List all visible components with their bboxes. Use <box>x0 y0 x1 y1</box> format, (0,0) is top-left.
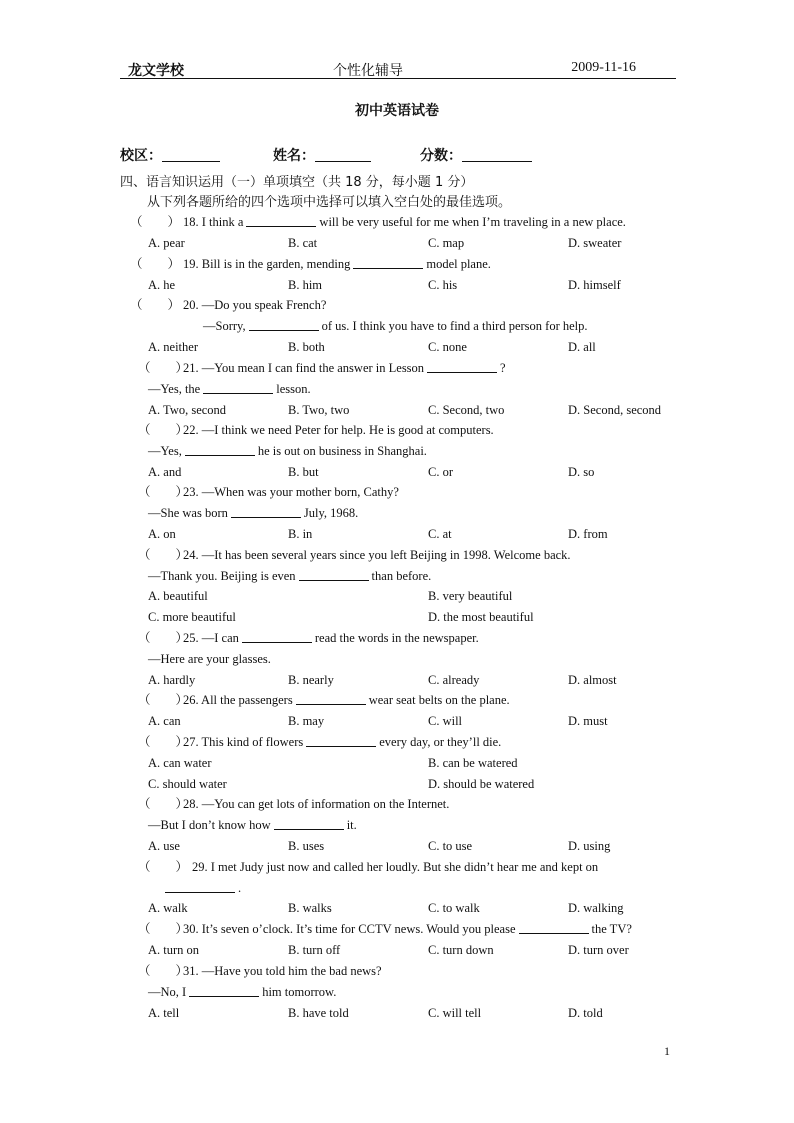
name-label: 姓名： <box>273 148 315 164</box>
option-b[interactable]: B. turn off <box>288 943 341 957</box>
score-field <box>420 145 532 165</box>
question-stem <box>183 547 571 563</box>
question-text: wear seat belts on the plane. <box>368 693 510 707</box>
header-rule <box>120 78 676 79</box>
option-b[interactable]: B. very beautiful <box>428 589 513 603</box>
score-blank <box>462 147 532 162</box>
option-c[interactable]: C. turn down <box>428 943 494 957</box>
option-b[interactable]: B. Two, two <box>288 403 350 417</box>
question-text: 21. —You mean I can find the answer in Lesson <box>183 361 425 375</box>
question-line-2 <box>148 381 311 397</box>
answer-blank <box>203 381 273 394</box>
question-text: 25. —I can <box>183 631 239 645</box>
answer-blank <box>249 318 319 331</box>
option-b[interactable]: B. cat <box>288 236 318 250</box>
answer-paren[interactable]: （ ） <box>130 257 181 271</box>
answer-paren[interactable]: （ ） <box>130 215 181 229</box>
option-a[interactable]: A. use <box>148 839 180 853</box>
name-field <box>273 145 371 165</box>
option-d[interactable]: D. sweater <box>568 236 622 250</box>
question-line-2 <box>148 443 427 459</box>
answer-paren[interactable]: （ ） <box>130 298 181 312</box>
question-text: than before. <box>371 569 432 583</box>
option-a[interactable]: A. Two, second <box>148 403 227 417</box>
question-stem <box>183 297 326 313</box>
question-stem <box>192 859 598 875</box>
answer-blank <box>231 505 301 518</box>
question-stem <box>183 796 449 812</box>
question-line-2 <box>162 880 241 896</box>
option-d[interactable]: D. should be watered <box>428 777 535 791</box>
option-d[interactable]: D. himself <box>568 278 621 292</box>
option-b[interactable]: B. walks <box>288 901 332 915</box>
option-b[interactable]: B. have told <box>288 1006 349 1020</box>
option-c[interactable]: C. his <box>428 278 458 292</box>
answer-blank <box>299 568 369 581</box>
header-date: 2009-11-16 <box>571 60 636 75</box>
option-c[interactable]: C. will tell <box>428 1006 482 1020</box>
answer-paren[interactable]: （ ） <box>138 693 189 707</box>
question-stem <box>183 963 382 979</box>
answer-paren[interactable]: （ ） <box>138 860 189 874</box>
option-a[interactable]: A. tell <box>148 1006 180 1020</box>
option-c[interactable]: C. more beautiful <box>148 610 236 624</box>
question-text: —Yes, <box>148 444 182 458</box>
option-b[interactable]: B. him <box>288 278 323 292</box>
question-text: read the words in the newspaper. <box>314 631 479 645</box>
question-text: ? <box>500 361 506 375</box>
option-d[interactable]: D. the most beautiful <box>428 610 534 624</box>
question-text: 23. —When was your mother born, Cathy? <box>183 485 399 499</box>
question-line-2 <box>148 568 431 584</box>
answer-paren[interactable]: （ ） <box>138 485 189 499</box>
question-text: 28. —You can get lots of information on the Internet. <box>183 797 450 811</box>
answer-paren[interactable]: （ ） <box>138 631 189 645</box>
option-a[interactable]: A. can water <box>148 756 212 770</box>
question-text: lesson. <box>276 382 311 396</box>
question-text: July, 1968. <box>303 506 359 520</box>
option-d[interactable]: D. turn over <box>568 943 629 957</box>
option-d[interactable]: D. Second, second <box>568 403 662 417</box>
option-b[interactable]: B. nearly <box>288 673 334 687</box>
campus-blank <box>162 147 220 162</box>
option-d[interactable]: D. walking <box>568 901 624 915</box>
option-b[interactable]: B. uses <box>288 839 325 853</box>
question-text: model plane. <box>426 257 491 271</box>
question-line-2 <box>203 318 588 334</box>
option-d[interactable]: D. all <box>568 340 596 354</box>
option-b[interactable]: B. both <box>288 340 325 354</box>
option-d[interactable]: D. must <box>568 714 608 728</box>
option-b[interactable]: B. but <box>288 465 319 479</box>
answer-blank <box>189 984 259 997</box>
option-a[interactable]: A. pear <box>148 236 185 250</box>
school-name: 龙文学校 <box>128 63 184 79</box>
option-a[interactable]: A. he <box>148 278 176 292</box>
question-text: . <box>238 881 242 895</box>
option-d[interactable]: D. using <box>568 839 611 853</box>
question-text: he is out on business in Shanghai. <box>257 444 427 458</box>
section-heading: 四、语言知识运用（一）单项填空（共 18 分，每小题 1 分） <box>120 175 474 190</box>
answer-paren[interactable]: （ ） <box>138 797 189 811</box>
option-d[interactable]: D. so <box>568 465 595 479</box>
question-text: 29. I met Judy just now and called her loudly. But she didn’t hear me and kept on <box>192 860 599 874</box>
answer-paren[interactable]: （ ） <box>138 964 189 978</box>
question-text: —Yes, the <box>148 382 201 396</box>
question-text: 31. —Have you told him the bad news? <box>183 964 382 978</box>
question-stem <box>183 422 494 438</box>
question-text: 18. I think a <box>183 215 244 229</box>
question-stem <box>183 360 506 376</box>
question-text: 30. It’s seven o’clock. It’s time for CCTV news. Would you please <box>183 922 516 936</box>
option-c[interactable]: C. will <box>428 714 463 728</box>
option-c[interactable]: C. should water <box>148 777 227 791</box>
campus-label: 校区： <box>120 148 162 164</box>
option-a[interactable]: A. neither <box>148 340 198 354</box>
option-c[interactable]: C. Second, two <box>428 403 505 417</box>
option-c[interactable]: C. to walk <box>428 901 480 915</box>
question-stem <box>183 256 491 272</box>
answer-blank <box>185 443 255 456</box>
answer-blank <box>427 360 497 373</box>
question-text: —But I don’t know how <box>148 818 271 832</box>
answer-blank <box>296 692 366 705</box>
answer-blank <box>242 630 312 643</box>
page-number: 1 <box>664 1044 670 1058</box>
option-b[interactable]: B. can be watered <box>428 756 518 770</box>
question-text: 22. —I think we need Peter for help. He is good at computers. <box>183 423 494 437</box>
question-text: every day, or they’ll die. <box>379 735 502 749</box>
answer-blank <box>274 817 344 830</box>
option-d[interactable]: D. almost <box>568 673 617 687</box>
question-stem <box>183 630 479 646</box>
answer-blank <box>246 214 316 227</box>
option-a[interactable]: A. beautiful <box>148 589 208 603</box>
page-title: 初中英语试卷 <box>355 103 439 119</box>
campus-field <box>120 145 220 165</box>
question-text: 20. —Do you speak French? <box>183 298 327 312</box>
answer-paren[interactable]: （ ） <box>138 361 189 375</box>
question-text: it. <box>346 818 357 832</box>
answer-paren[interactable]: （ ） <box>138 423 189 437</box>
option-a[interactable]: A. hardly <box>148 673 196 687</box>
option-a[interactable]: A. and <box>148 465 182 479</box>
option-c[interactable]: C. already <box>428 673 480 687</box>
question-line-2 <box>148 505 358 521</box>
name-blank <box>315 147 371 162</box>
option-a[interactable]: A. on <box>148 527 176 541</box>
option-d[interactable]: D. from <box>568 527 608 541</box>
answer-paren[interactable]: （ ） <box>138 922 189 936</box>
answer-blank <box>306 734 376 747</box>
section-instruction: 从下列各题所给的四个选项中选择可以填入空白处的最佳选项。 <box>147 195 512 210</box>
question-text: —She was born <box>148 506 228 520</box>
option-a[interactable]: A. walk <box>148 901 188 915</box>
answer-paren[interactable]: （ ） <box>138 735 189 749</box>
question-stem <box>183 921 632 937</box>
question-line-2 <box>148 984 336 1000</box>
question-text: 19. Bill is in the garden, mending <box>183 257 351 271</box>
question-text: him tomorrow. <box>262 985 337 999</box>
question-text: will be very useful for me when I’m traveling in a new place. <box>319 215 626 229</box>
answer-blank <box>519 921 589 934</box>
question-text: —Here are your glasses. <box>148 652 271 666</box>
question-line-2 <box>148 817 357 833</box>
option-b[interactable]: B. in <box>288 527 313 541</box>
question-text: of us. I think you have to find a third person for help. <box>321 319 588 333</box>
option-c[interactable]: C. at <box>428 527 452 541</box>
question-text: the TV? <box>591 922 632 936</box>
question-line-2 <box>148 651 271 667</box>
answer-blank <box>353 256 423 269</box>
question-stem <box>183 734 501 750</box>
question-text: 27. This kind of flowers <box>183 735 304 749</box>
option-d[interactable]: D. told <box>568 1006 603 1020</box>
question-text: —Thank you. Beijing is even <box>148 569 296 583</box>
option-b[interactable]: B. may <box>288 714 325 728</box>
score-label: 分数： <box>420 148 462 164</box>
page-header <box>120 60 676 78</box>
question-text: 24. —It has been several years since you left Beijing in 1998. Welcome back. <box>183 548 571 562</box>
question-stem <box>183 692 510 708</box>
header-subtitle: 个性化辅导 <box>333 63 403 79</box>
question-text: 26. All the passengers <box>183 693 293 707</box>
option-c[interactable]: C. or <box>428 465 453 479</box>
question-stem <box>183 214 626 230</box>
option-c[interactable]: C. none <box>428 340 467 354</box>
option-c[interactable]: C. map <box>428 236 465 250</box>
option-a[interactable]: A. can <box>148 714 181 728</box>
question-stem <box>183 484 399 500</box>
question-text: —No, I <box>148 985 187 999</box>
student-info <box>120 145 676 165</box>
answer-blank <box>165 880 235 893</box>
option-a[interactable]: A. turn on <box>148 943 200 957</box>
answer-paren[interactable]: （ ） <box>138 548 189 562</box>
question-text: —Sorry, <box>203 319 246 333</box>
option-c[interactable]: C. to use <box>428 839 473 853</box>
